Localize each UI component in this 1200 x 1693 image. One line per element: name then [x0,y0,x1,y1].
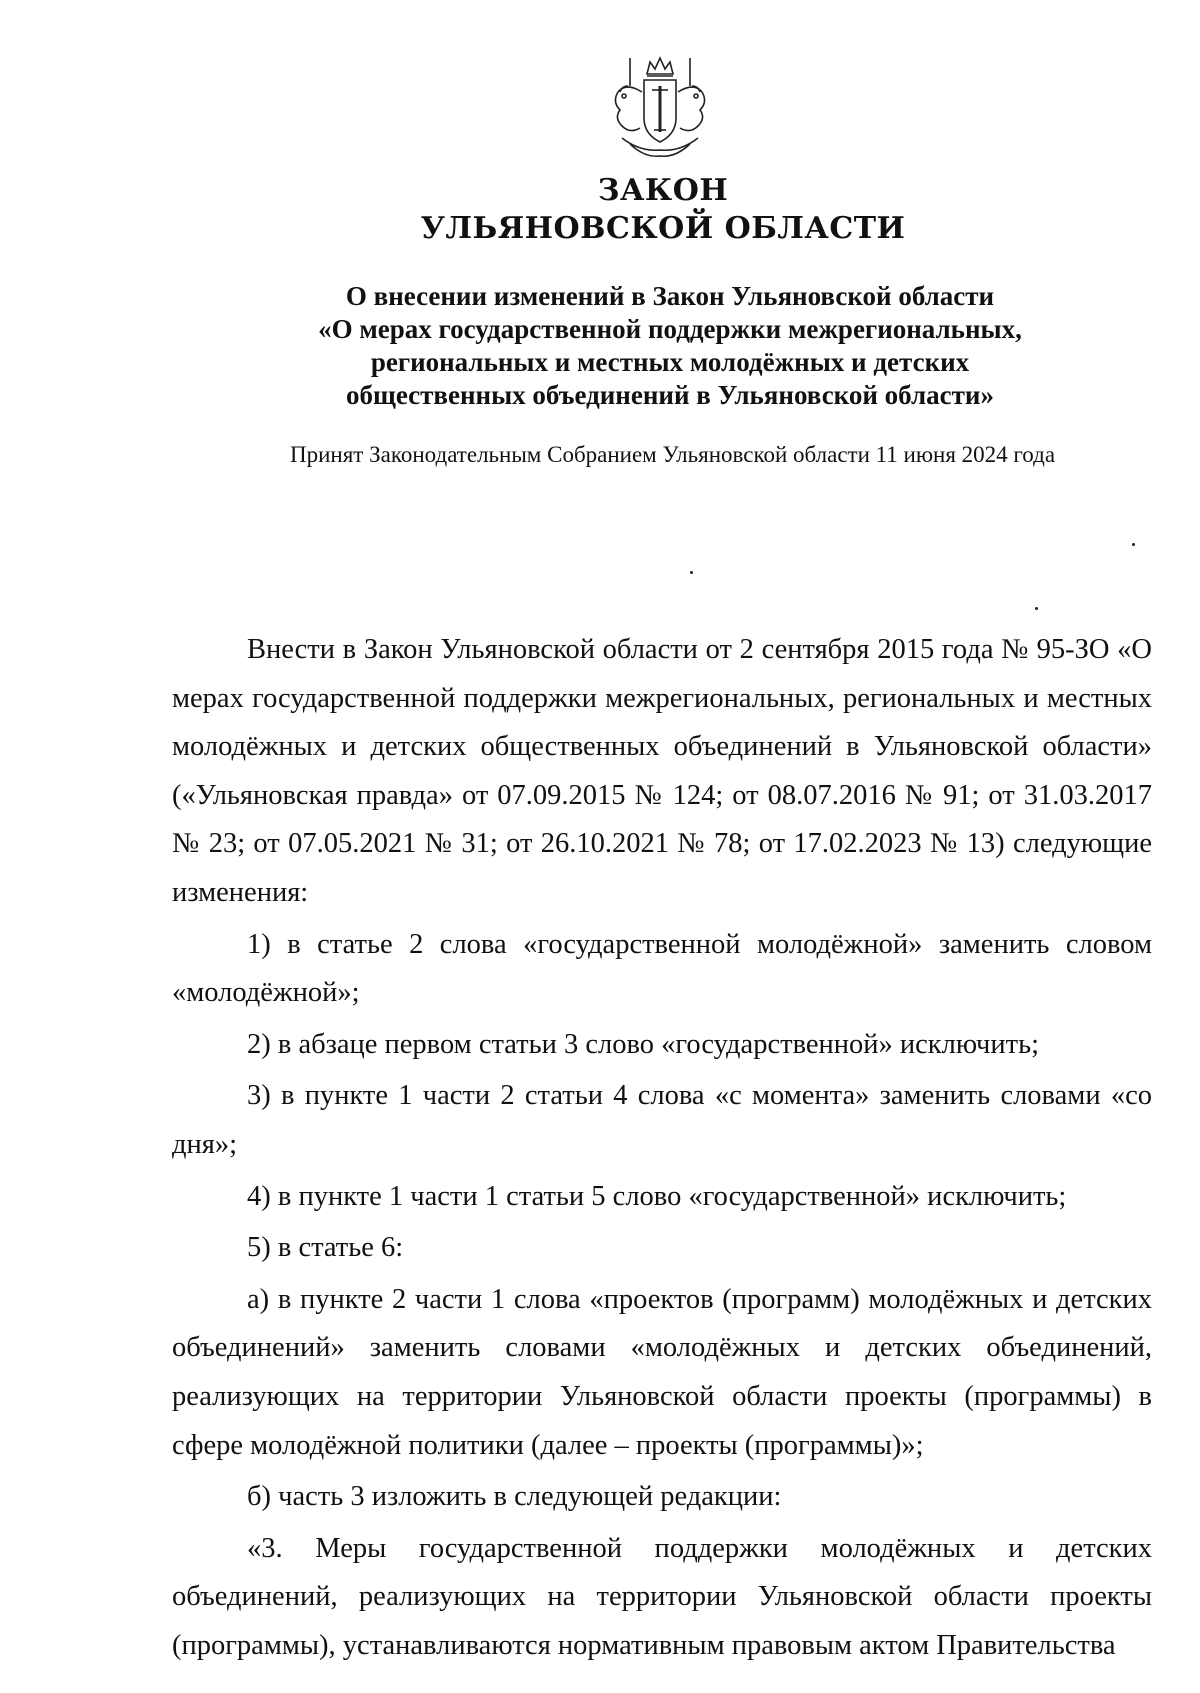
list-item-5b: б) часть 3 изложить в следующей редакции: [247,1481,782,1513]
list-item-4: 4) в пункте 1 части 1 статьи 5 слово «государственной» исключить; [247,1180,1067,1212]
coat-of-arms-icon [600,52,720,164]
document-body [172,626,1152,1670]
list-item-3: 3) в пункте 1 части 2 статьи 4 слова «с момента» заменить словами «со дня»; [172,1080,1152,1160]
list-item-1: 1) в статье 2 слова «государственной молодёжной» заменить словом «молодёжной»; [172,928,1152,1009]
list-item-5a: а) в пункте 2 части 1 слова «проектов (программ) молодёжных и детских объединений» заменить словами «молодёжных и детских объединений, реализующих на территории Ульяновской области проекты (программы) в сфере молодёжной политики (далее – проекты (программы)»; [172,1283,1152,1461]
document-subtitle [240,280,1100,412]
list-item-5: 5) в статье 6: [247,1232,404,1264]
title-line-1: ЗАКОН [597,173,729,208]
title-line-2: УЛЬЯНОВСКОЙ ОБЛАСТИ [420,211,906,246]
intro-paragraph: Внести в Закон Ульяновской области от 2 сентября 2015 года № 95-ЗО «О мерах государственной поддержки межрегиональных, региональных и местных молодёжных и детских общественных объединений в Ульяновской области» («Ульяновская правда» от 07.09.2015 № 124; от 08.07.2016 № 91; от 31.03.2017 № 23; от 07.05.2021 № 31; от 26.10.2021 № 78; от 17.02.2023 № 13) следующие изменения: [172,634,1152,908]
scan-speck [690,571,693,574]
list-item-5b-text: «3. Меры государственной поддержки молодёжных и детских объединений, реализующих на территории Ульяновской области проекты (программы), устанавливаются нормативным правовым актом Правительства [172,1532,1152,1661]
scan-speck [1132,543,1135,546]
list-item-2: 2) в абзаце первом статьи 3 слово «государственной» исключить; [247,1028,1040,1060]
scan-speck [1035,607,1038,610]
subtitle-line-4: общественных объединений в Ульяновской области» [346,380,994,410]
adoption-note: Принят Законодательным Собранием Ульяновской области 11 июня 2024 года [290,442,1056,467]
document-title [0,172,1200,248]
subtitle-line-3: региональных и местных молодёжных и детских [370,347,970,377]
subtitle-line-1: О внесении изменений в Закон Ульяновской области [345,281,995,311]
subtitle-line-2: «О мерах государственной поддержки межрегиональных, [318,314,1022,344]
